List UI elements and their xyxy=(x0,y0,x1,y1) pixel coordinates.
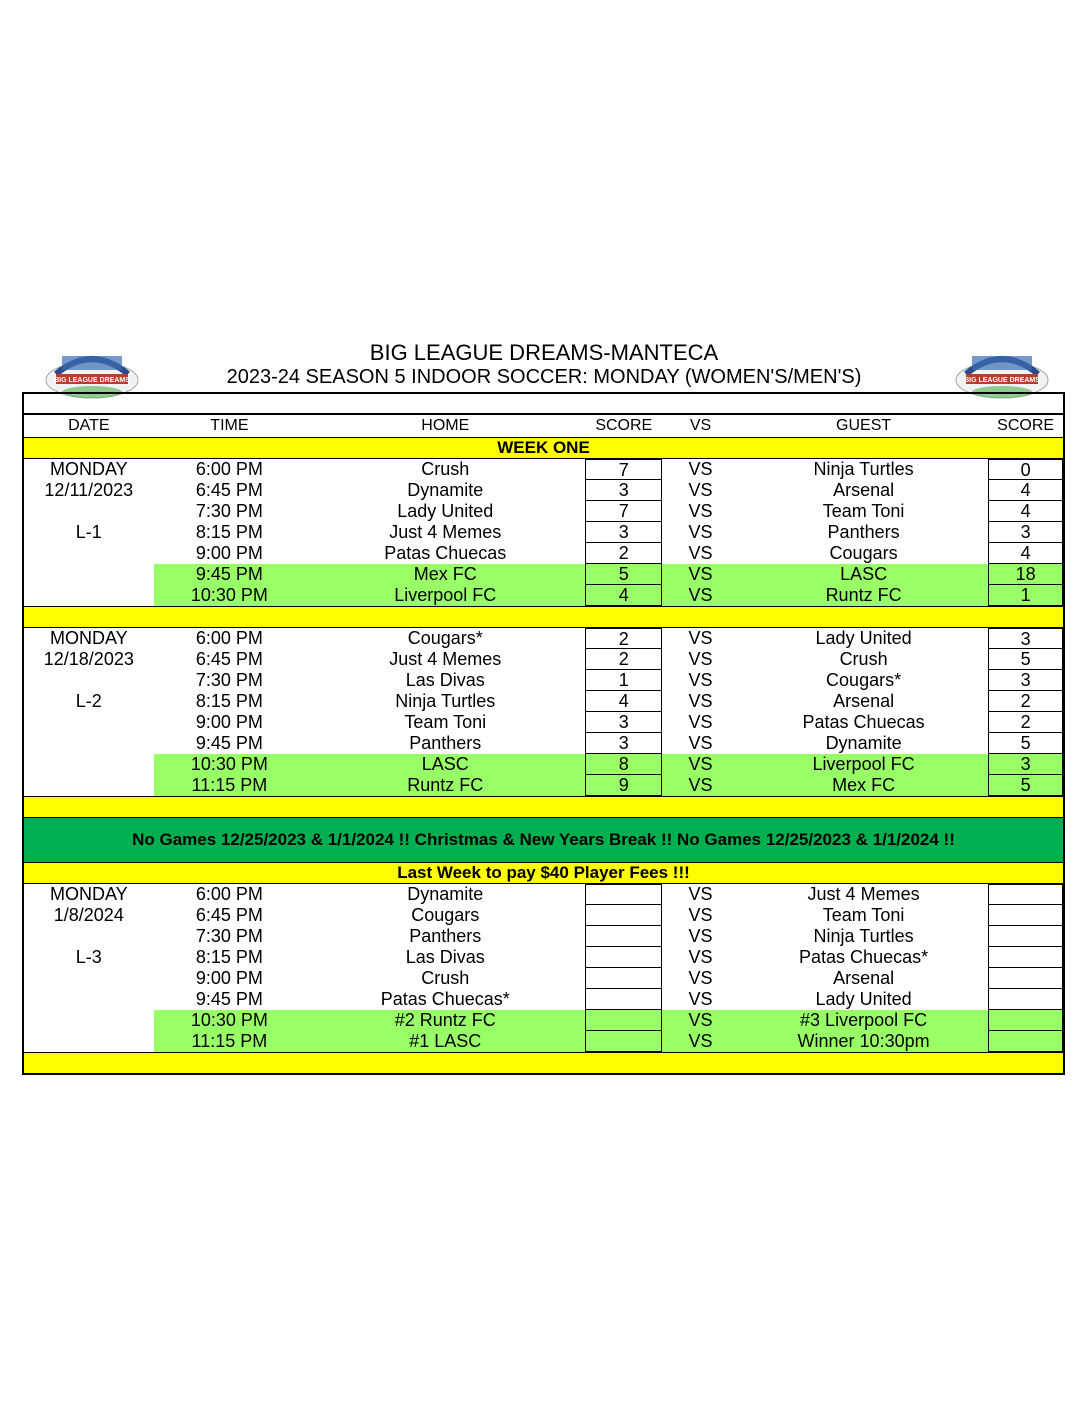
vs-label: VS xyxy=(662,564,739,585)
game-time: 6:00 PM xyxy=(195,459,263,479)
home-score xyxy=(585,947,662,968)
col-guest-score: SCORE xyxy=(997,417,1055,434)
vs-label: VS xyxy=(662,754,739,775)
guest-team: Dynamite xyxy=(825,733,902,753)
week-separator xyxy=(24,796,1063,818)
guest-score xyxy=(988,947,1063,968)
table-row xyxy=(24,480,1063,501)
table-row xyxy=(24,670,1063,691)
home-team: Mex FC xyxy=(305,564,585,585)
guest-team: Liverpool FC xyxy=(739,754,988,775)
guest-score: 5 xyxy=(988,649,1063,670)
guest-team: Just 4 Memes xyxy=(807,884,920,904)
day-label: MONDAY xyxy=(49,628,128,648)
guest-score: 4 xyxy=(988,543,1063,564)
home-score: 3 xyxy=(585,522,662,543)
guest-score xyxy=(988,905,1063,926)
guest-score xyxy=(988,1010,1063,1031)
home-score xyxy=(585,905,662,926)
guest-score: 3 xyxy=(988,628,1063,649)
vs-label: VS xyxy=(688,649,713,669)
home-team: Dynamite xyxy=(407,884,484,904)
vs-label: VS xyxy=(688,989,713,1009)
home-score: 1 xyxy=(585,670,662,691)
guest-team: Cougars* xyxy=(826,670,902,690)
vs-label: VS xyxy=(688,628,713,648)
date-spacer xyxy=(24,564,154,585)
home-team: Panthers xyxy=(409,926,482,946)
date-spacer xyxy=(24,754,154,775)
home-score xyxy=(585,1031,662,1052)
game-time: 9:00 PM xyxy=(195,712,263,732)
home-team: Crush xyxy=(421,968,470,988)
date-spacer xyxy=(24,1031,154,1052)
table-row xyxy=(24,628,1063,649)
date-spacer xyxy=(24,501,154,522)
page-title: BIG LEAGUE DREAMS-MANTECA xyxy=(369,340,719,365)
guest-score: 2 xyxy=(988,712,1063,733)
home-score: 7 xyxy=(585,501,662,522)
table-row xyxy=(24,691,1063,712)
guest-team: Patas Chuecas* xyxy=(799,947,929,967)
game-time: 10:30 PM xyxy=(154,585,306,606)
guest-team: Arsenal xyxy=(833,968,895,988)
date-spacer xyxy=(24,670,154,691)
guest-score: 18 xyxy=(988,564,1063,585)
guest-team: Lady United xyxy=(815,628,912,648)
vs-label: VS xyxy=(688,691,713,711)
page-subtitle: 2023-24 SEASON 5 INDOOR SOCCER: MONDAY (WOMEN'S/MEN'S) xyxy=(226,366,862,388)
vs-label: VS xyxy=(688,522,713,542)
guest-team: #3 Liverpool FC xyxy=(739,1010,988,1031)
week3-block xyxy=(24,884,1063,1052)
vs-label: VS xyxy=(688,733,713,753)
date-spacer xyxy=(24,926,154,947)
league-label: L-2 xyxy=(75,691,102,711)
guest-team: Crush xyxy=(839,649,888,669)
date-spacer xyxy=(24,1010,154,1031)
col-time: TIME xyxy=(210,417,249,434)
player-fees-banner: Last Week to pay $40 Player Fees !!! xyxy=(24,862,1063,884)
col-guest: GUEST xyxy=(836,417,892,434)
date-spacer xyxy=(24,712,154,733)
guest-score: 4 xyxy=(988,501,1063,522)
guest-team: Mex FC xyxy=(739,775,988,796)
home-score xyxy=(585,926,662,947)
guest-team: Team Toni xyxy=(822,501,905,521)
vs-label: VS xyxy=(662,1031,739,1052)
guest-team: Runtz FC xyxy=(739,585,988,606)
schedule-table xyxy=(22,393,1065,1075)
guest-team: Winner 10:30pm xyxy=(739,1031,988,1052)
table-row xyxy=(24,501,1063,522)
date-spacer xyxy=(24,989,154,1010)
game-time: 6:45 PM xyxy=(195,905,263,925)
league-label: L-3 xyxy=(75,947,102,967)
home-team: Cougars xyxy=(411,905,480,925)
table-row xyxy=(24,1010,1063,1031)
home-team: LASC xyxy=(305,754,585,775)
day-label: MONDAY xyxy=(49,884,128,904)
week2-block xyxy=(24,628,1063,796)
date-spacer xyxy=(24,733,154,754)
table-row xyxy=(24,712,1063,733)
guest-score: 5 xyxy=(988,733,1063,754)
home-score: 2 xyxy=(585,543,662,564)
table-row xyxy=(24,733,1063,754)
table-row xyxy=(24,1031,1063,1052)
date-spacer xyxy=(24,775,154,796)
game-time: 7:30 PM xyxy=(195,926,263,946)
vs-label: VS xyxy=(688,543,713,563)
guest-team: Patas Chuecas xyxy=(802,712,925,732)
guest-team: Panthers xyxy=(827,522,900,542)
table-row xyxy=(24,459,1063,480)
day-label: MONDAY xyxy=(49,459,128,479)
league-label: L-1 xyxy=(75,522,102,542)
home-score: 7 xyxy=(585,459,662,480)
table-row xyxy=(24,649,1063,670)
guest-team: LASC xyxy=(739,564,988,585)
guest-score xyxy=(988,884,1063,905)
vs-label: VS xyxy=(688,905,713,925)
game-time: 9:45 PM xyxy=(154,564,306,585)
guest-team: Team Toni xyxy=(822,905,905,925)
home-team: Runtz FC xyxy=(305,775,585,796)
vs-label: VS xyxy=(688,480,713,500)
date-spacer xyxy=(24,585,154,606)
vs-label: VS xyxy=(688,884,713,904)
guest-score xyxy=(988,968,1063,989)
week-separator xyxy=(24,606,1063,628)
game-time: 8:15 PM xyxy=(195,522,263,542)
game-time: 9:00 PM xyxy=(195,968,263,988)
guest-score: 3 xyxy=(988,522,1063,543)
guest-score xyxy=(988,989,1063,1010)
vs-label: VS xyxy=(688,670,713,690)
home-score: 8 xyxy=(585,754,662,775)
game-time: 11:15 PM xyxy=(154,775,306,796)
spacer xyxy=(24,393,1063,413)
table-row xyxy=(24,926,1063,947)
date-label: 12/11/2023 xyxy=(44,480,134,500)
home-team: Just 4 Memes xyxy=(389,522,502,542)
home-team: Cougars* xyxy=(407,628,483,648)
game-time: 7:30 PM xyxy=(195,501,263,521)
guest-score: 0 xyxy=(988,459,1063,480)
game-time: 6:45 PM xyxy=(195,480,263,500)
vs-label: VS xyxy=(688,501,713,521)
table-row xyxy=(24,968,1063,989)
column-header-row xyxy=(24,413,1063,438)
table-row xyxy=(24,775,1063,796)
vs-label: VS xyxy=(662,775,739,796)
guest-team: Lady United xyxy=(815,989,912,1009)
table-row xyxy=(24,754,1063,775)
table-row xyxy=(24,585,1063,606)
guest-score: 2 xyxy=(988,691,1063,712)
game-time: 9:00 PM xyxy=(195,543,263,563)
game-time: 6:45 PM xyxy=(195,649,263,669)
guest-score: 1 xyxy=(988,585,1063,606)
table-row xyxy=(24,543,1063,564)
col-home-score: SCORE xyxy=(595,417,653,434)
table-row xyxy=(24,564,1063,585)
week1-block xyxy=(24,459,1063,606)
home-score xyxy=(585,968,662,989)
date-label: 1/8/2024 xyxy=(53,905,124,925)
game-time: 9:45 PM xyxy=(195,989,263,1009)
date-spacer xyxy=(24,543,154,564)
vs-label: VS xyxy=(688,968,713,988)
table-row xyxy=(24,905,1063,926)
game-time: 10:30 PM xyxy=(154,754,306,775)
date-label: 12/18/2023 xyxy=(43,649,134,669)
col-home: HOME xyxy=(421,417,470,434)
guest-score xyxy=(988,1031,1063,1052)
guest-team: Arsenal xyxy=(833,691,895,711)
vs-label: VS xyxy=(688,947,713,967)
table-row xyxy=(24,522,1063,543)
game-time: 7:30 PM xyxy=(195,670,263,690)
col-vs: VS xyxy=(689,417,712,434)
home-score: 3 xyxy=(585,480,662,501)
vs-label: VS xyxy=(662,1010,739,1031)
home-score xyxy=(585,1010,662,1031)
guest-team: Ninja Turtles xyxy=(813,459,914,479)
guest-team: Arsenal xyxy=(833,480,895,500)
col-date: DATE xyxy=(68,417,110,434)
guest-score: 4 xyxy=(988,480,1063,501)
home-score: 3 xyxy=(585,733,662,754)
holiday-break-notice: No Games 12/25/2023 & 1/1/2024 !! Christmas & New Years Break !! No Games 12/25/2023 & 1/1/2024 !! xyxy=(24,818,1063,862)
game-time: 8:15 PM xyxy=(195,691,263,711)
home-team: Crush xyxy=(421,459,470,479)
guest-score: 5 xyxy=(988,775,1063,796)
home-score: 9 xyxy=(585,775,662,796)
home-score xyxy=(585,884,662,905)
home-score: 2 xyxy=(585,649,662,670)
game-time: 8:15 PM xyxy=(195,947,263,967)
vs-label: VS xyxy=(688,459,713,479)
home-team: Dynamite xyxy=(407,480,484,500)
home-score: 2 xyxy=(585,628,662,649)
game-time: 9:45 PM xyxy=(195,733,263,753)
week-one-banner: WEEK ONE xyxy=(24,438,1063,459)
guest-score xyxy=(988,926,1063,947)
home-team: Just 4 Memes xyxy=(389,649,502,669)
home-team: Lady United xyxy=(397,501,494,521)
home-team: Ninja Turtles xyxy=(395,691,496,711)
home-team: Patas Chuecas xyxy=(384,543,507,563)
date-spacer xyxy=(24,968,154,989)
home-score: 5 xyxy=(585,564,662,585)
home-team: Liverpool FC xyxy=(305,585,585,606)
table-row xyxy=(24,947,1063,968)
home-team: #1 LASC xyxy=(305,1031,585,1052)
home-score: 4 xyxy=(585,585,662,606)
home-team: Team Toni xyxy=(404,712,487,732)
home-team: #2 Runtz FC xyxy=(305,1010,585,1031)
vs-label: VS xyxy=(688,712,713,732)
guest-score: 3 xyxy=(988,670,1063,691)
home-score: 3 xyxy=(585,712,662,733)
home-score xyxy=(585,989,662,1010)
home-team: Las Divas xyxy=(405,670,485,690)
game-time: 10:30 PM xyxy=(154,1010,306,1031)
guest-team: Cougars xyxy=(829,543,898,563)
svg-text:BIG LEAGUE DREAMS: BIG LEAGUE DREAMS xyxy=(964,377,1040,384)
game-time: 6:00 PM xyxy=(195,628,263,648)
guest-score: 3 xyxy=(988,754,1063,775)
home-team: Patas Chuecas* xyxy=(380,989,510,1009)
table-footer-band xyxy=(24,1052,1063,1073)
home-team: Panthers xyxy=(409,733,482,753)
table-row xyxy=(24,884,1063,905)
svg-text:BIG LEAGUE DREAMS: BIG LEAGUE DREAMS xyxy=(54,377,130,384)
vs-label: VS xyxy=(688,926,713,946)
home-team: Las Divas xyxy=(405,947,485,967)
vs-label: VS xyxy=(662,585,739,606)
guest-team: Ninja Turtles xyxy=(813,926,914,946)
table-row xyxy=(24,989,1063,1010)
home-score: 4 xyxy=(585,691,662,712)
game-time: 11:15 PM xyxy=(154,1031,306,1052)
game-time: 6:00 PM xyxy=(195,884,263,904)
